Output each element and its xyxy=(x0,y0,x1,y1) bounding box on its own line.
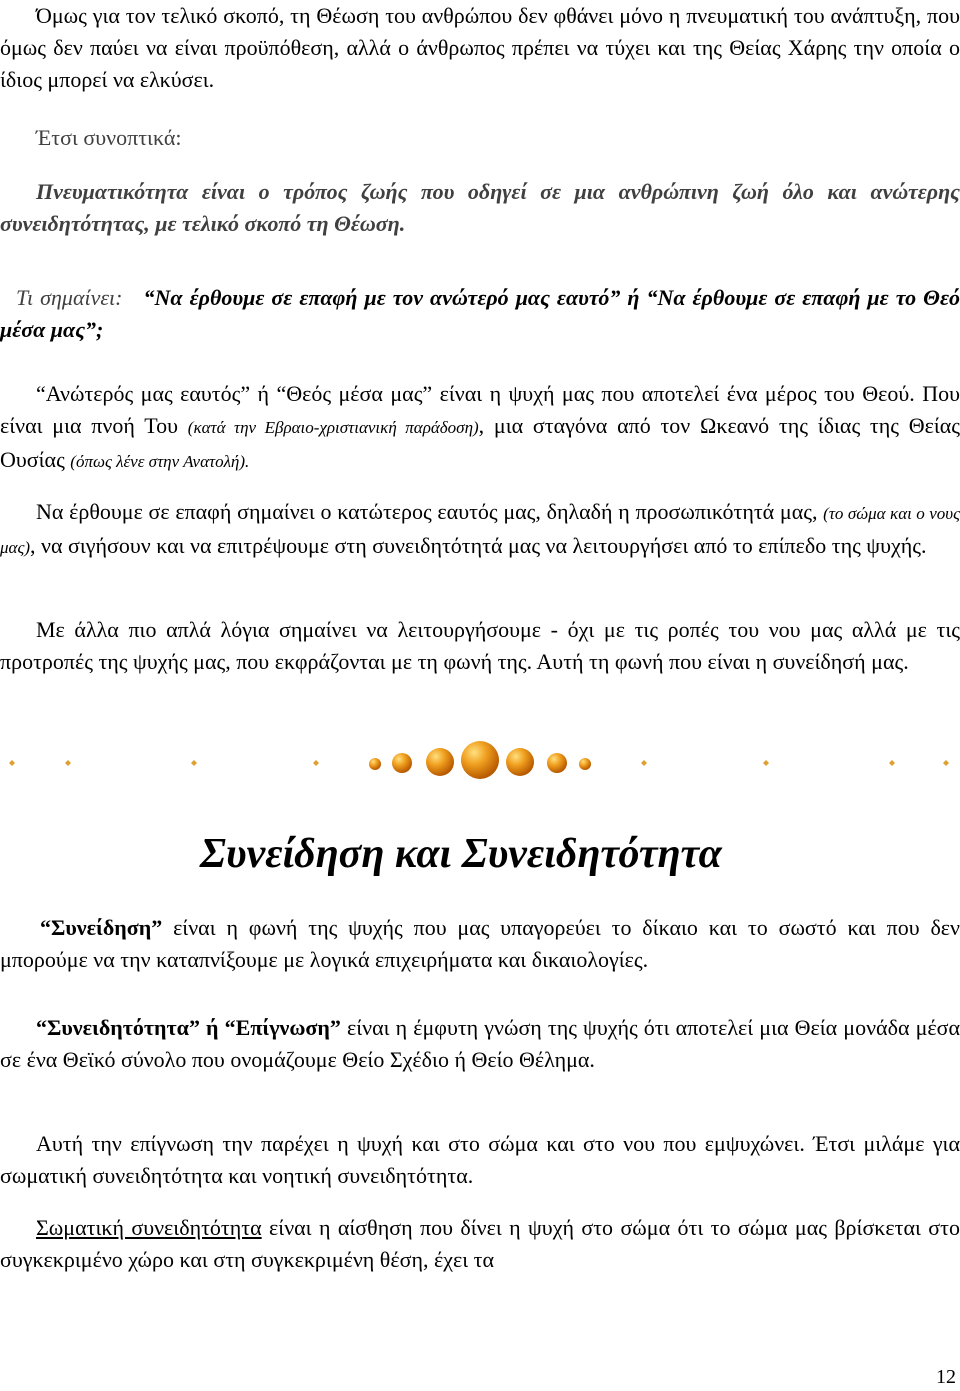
term-bodily-consciousness: Σωματική συνειδητότητα xyxy=(36,1215,262,1240)
paragraph-text: Όμως για τον τελικό σκοπό, τη Θέωση του ανθρώπου δεν φθάνει μόνο η πνευματική του ανάπτυξη, που όμως δεν παύει να είναι προϋπόθεση, αλλά ο άνθρωπος πρέπει να τύχει και της Θείας Χάρης την οποία ο ίδιος μπορεί να ελκύσει. xyxy=(0,3,960,92)
paragraph-text: είναι η έμφυτη γνώση της ψυχής ότι αποτελεί μια Θεία μονάδα μέσα σε ένα Θεϊκό σύνολο που ονομάζουμε Θείο Σχέδιο ή Θείο Θέλημα. xyxy=(0,1015,960,1072)
question-lead: Τι σημαίνει: xyxy=(16,285,123,310)
ornamental-divider xyxy=(0,738,960,788)
orb-icon xyxy=(506,748,534,776)
sparkle-icon xyxy=(641,760,647,766)
paragraph-awareness xyxy=(0,1128,960,1192)
paragraph-text: Που είναι μια πνοή Του xyxy=(0,381,960,438)
page-number: 12 xyxy=(936,1366,956,1388)
paragraph-text: Να έρθουμε σε επαφή σημαίνει ο κατώτερος εαυτός μας, δηλαδή η προσωπικότητά μας, xyxy=(36,499,818,524)
sparkle-icon xyxy=(313,760,319,766)
orb-icons xyxy=(369,741,591,779)
paragraph-consciousness xyxy=(0,1012,960,1076)
sparkle-icon xyxy=(65,760,71,766)
body-mind-note: (το σώμα και ο νους μας) xyxy=(0,504,960,557)
paragraph-summary-intro xyxy=(0,122,960,154)
east-note: (όπως λένε στην Ανατολή). xyxy=(70,452,250,471)
orb-icon xyxy=(461,741,499,779)
paragraph-higher-self xyxy=(0,378,960,478)
paragraph-text: Με άλλα πιο απλά λόγια σημαίνει να λειτουργήσουμε - όχι με τις ροπές του νου μας αλλά με τις προτροπές της ψυχής μας, που εκφράζονται με τη φωνή της. Αυτή τη φωνή που είναι η συνείδησή μας. xyxy=(0,617,960,674)
paragraph-question xyxy=(0,282,960,346)
orb-icon xyxy=(369,758,381,770)
paragraph-text: , να σιγήσουν και να επιτρέψουμε στη συνειδητότητά μας να λειτουργήσει από το επίπεδο της ψυχής. xyxy=(30,533,927,558)
paragraph-text: Πνευματικότητα είναι ο τρόπος ζωής που οδηγεί σε μια ανθρώπινη ζωή όλο και ανώτερης συνειδητότητας, με τελικό σκοπό τη Θέωση. xyxy=(0,179,960,236)
paragraph-spirituality-definition xyxy=(0,176,960,240)
sparkle-icon xyxy=(889,760,895,766)
orb-icon xyxy=(426,748,454,776)
sparkle-icon xyxy=(191,760,197,766)
paragraph-text: είναι η αίσθηση που δίνει η ψυχή στο σώμα ότι το σώμα μας βρίσκεται στο συγκεκριμένο χώρο και στη συγκεκριμένη θέση, έχει τα xyxy=(0,1215,960,1272)
paragraph-theosis xyxy=(0,0,960,96)
paragraph-text: Αυτή την επίγνωση την παρέχει η ψυχή και στο σώμα και στο νου που εμψυχώνει. Έτσι μιλάμε για σωματική συνειδητότητα και νοητική συνειδητότητα. xyxy=(0,1131,960,1188)
term-conscience: “Συνείδηση” xyxy=(40,915,163,940)
question-text: “Να έρθουμε σε επαφή με τον ανώτερό μας εαυτό” ή “Να έρθουμε σε επαφή με το Θεό μέσα μας”; xyxy=(0,285,960,342)
orb-icon xyxy=(392,753,412,773)
paragraph-contact xyxy=(0,496,960,564)
paragraph-bodily-consciousness xyxy=(0,1212,960,1276)
term-consciousness: “Συνειδητότητα” ή “Επίγνωση” xyxy=(36,1015,341,1040)
paragraph-text: Έτσι συνοπτικά: xyxy=(36,125,182,150)
orb-icon xyxy=(579,758,591,770)
sparkle-icon xyxy=(943,760,949,766)
sparkle-icon xyxy=(763,760,769,766)
section-heading: Συνείδηση και Συνειδητότητα xyxy=(200,831,722,877)
paragraph-simple-words xyxy=(0,614,960,678)
paragraph-text: , μια σταγόνα από τον Ωκεανό της ίδιας της Θείας Ουσίας xyxy=(0,413,960,472)
orb-icon xyxy=(547,753,567,773)
paragraph-text: “Ανώτερός μας εαυτός” ή “Θεός μέσα μας” είναι η ψυχή μας που αποτελεί ένα μέρος του Θεού. xyxy=(36,381,915,406)
paragraph-conscience xyxy=(0,912,960,976)
sparkle-icon xyxy=(9,760,15,766)
tradition-note: (κατά την Εβραιο-χριστιανική παράδοση) xyxy=(187,418,479,437)
paragraph-text: είναι η φωνή της ψυχής που μας υπαγορεύει το δίκαιο και το σωστό και που δεν μπορούμε να την καταπνίξουμε με λογικά επιχειρήματα και δικαιολογίες. xyxy=(0,915,960,972)
